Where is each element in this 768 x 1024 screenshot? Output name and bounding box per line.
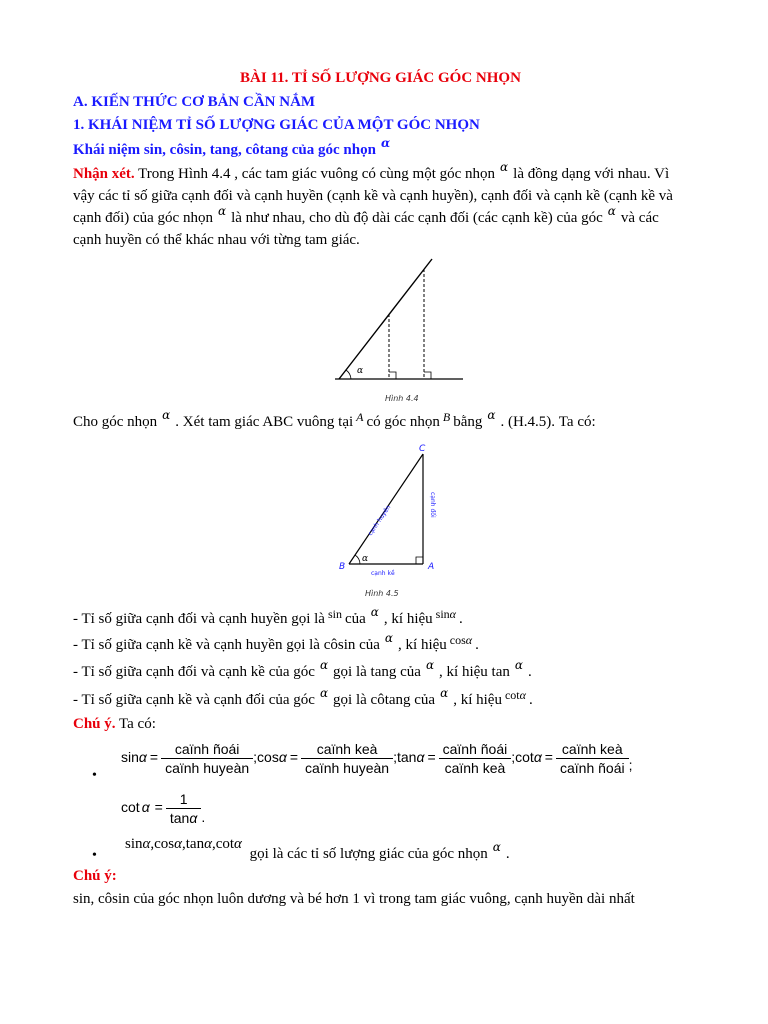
- list-tail: gọi là các tỉ số lượng giác của góc nhọn: [249, 846, 488, 862]
- note-2-label: Chú ý:: [73, 868, 117, 884]
- f-sin: sin: [121, 749, 139, 766]
- alpha-symbol: α: [370, 605, 379, 619]
- alpha-symbol: α: [449, 607, 456, 621]
- alpha-symbol: α: [162, 408, 171, 422]
- fig45-vertex-B: B: [339, 562, 346, 572]
- def-cos-a: - Tỉ số giữa cạnh kề và cạnh huyền gọi là côsin của: [73, 637, 380, 653]
- alpha-symbol: α: [500, 160, 509, 174]
- definition-cos: [73, 631, 479, 654]
- fig45-vertex-C: C: [419, 444, 426, 454]
- fig45-adjacent-label: cạnh kề: [371, 570, 395, 577]
- cos-text: cos: [449, 633, 466, 647]
- alpha-symbol: α: [514, 658, 523, 672]
- trig-ratio-list: [125, 836, 510, 862]
- def-sin-a: - Tỉ số giữa cạnh đối và cạnh huyền gọi là: [73, 611, 325, 627]
- alpha-symbol: α: [533, 749, 542, 766]
- cot-text: cot: [504, 688, 520, 702]
- def-sin-c: , kí hiệu: [383, 611, 433, 627]
- cos-numerator: caïnh keà: [301, 740, 393, 759]
- alpha-symbol: α: [425, 658, 435, 672]
- alpha-symbol: α: [384, 631, 394, 645]
- remark-label: Nhận xét.: [73, 166, 135, 182]
- def-cos-c: , kí hiệu: [398, 637, 447, 653]
- alpha-symbol: α: [607, 204, 616, 218]
- remark-text-1a: Trong Hình 4.4 , các tam giác vuông có cùng một góc nhọn: [134, 166, 496, 182]
- def-tan-end: .: [527, 664, 532, 680]
- fig45-opposite-label: cạnh đối: [429, 492, 436, 518]
- definition-cot: [73, 686, 533, 709]
- fig45-hypotenuse-label: cạnh huyền: [366, 504, 393, 538]
- setup-c: có góc nhọn: [366, 414, 440, 430]
- remark-text-1b: là đồng dạng với nhau. Vì: [513, 166, 670, 182]
- fig45-alpha-label: α: [362, 554, 369, 564]
- f-eq: =: [149, 749, 159, 766]
- def-cot-b: gọi là côtang của: [333, 692, 436, 708]
- fig44-right-angle-1: [389, 372, 396, 379]
- fig45-right-angle: [416, 557, 423, 564]
- alpha-symbol: α: [465, 633, 473, 647]
- fig45-caption: Hình 4.5: [365, 589, 399, 598]
- remark-text-3a: cạnh đối) của góc nhọn: [73, 210, 213, 226]
- cot-numerator: caïnh keà: [556, 740, 629, 759]
- list-cos: ,cos: [150, 836, 175, 852]
- alpha-symbol: α: [142, 836, 151, 852]
- section-a-heading: A. KIẾN THỨC CƠ BẢN CẦN NẮM: [73, 94, 316, 110]
- f-end-semi: ;: [628, 757, 633, 774]
- alpha-symbol: α: [174, 836, 183, 852]
- f-cot: cot: [515, 749, 534, 766]
- alpha-symbol: α: [319, 658, 329, 672]
- sin-numerator: caïnh ñoái: [161, 740, 253, 759]
- remark-text-3b: là như nhau, cho dù độ dài các cạnh đối (các cạnh kề) của góc: [231, 210, 603, 226]
- tan-fraction: [439, 740, 512, 777]
- def-sin-fn: sin: [327, 607, 342, 621]
- f-eq: =: [154, 799, 163, 816]
- tan-numerator: caïnh ñoái: [439, 740, 512, 759]
- f-eq: =: [289, 749, 299, 766]
- sin-fraction: [161, 740, 253, 777]
- definition-tan: [73, 658, 532, 681]
- alpha-symbol: α: [440, 686, 449, 700]
- alpha-symbol: α: [278, 749, 287, 766]
- setup-e: . (H.4.5). Ta có:: [500, 414, 596, 430]
- alpha-symbol: α: [189, 810, 198, 826]
- list-cot: ,cot: [211, 836, 235, 852]
- remark-line-4: cạnh huyền có thể khác nhau với từng tam giác.: [73, 232, 360, 248]
- reciprocal-fraction: [166, 790, 201, 827]
- f-eq: =: [544, 749, 553, 766]
- note-1-label: Chú ý.: [73, 716, 116, 732]
- fig44-hypotenuse: [339, 259, 432, 379]
- definition-sin: [73, 605, 463, 628]
- alpha-symbol: α: [141, 799, 150, 816]
- f-cot-lhs: cot: [121, 799, 140, 816]
- fig44-alpha-label: α: [357, 366, 364, 376]
- alpha-symbol: α: [416, 749, 425, 766]
- note-2-text: sin, côsin của góc nhọn luôn dương và bé hơn 1 vì trong tam giác vuông, cạnh huyền dài nhất: [73, 891, 635, 907]
- list-sin: sin: [125, 836, 143, 852]
- f-eq: =: [427, 749, 436, 766]
- fig44-angle-arc: [346, 370, 351, 379]
- alpha-symbol: α: [492, 840, 501, 854]
- alpha-symbol: α: [319, 686, 329, 700]
- def-tan-c: , kí hiệu tan: [439, 664, 510, 680]
- fig45-vertex-A: A: [428, 562, 435, 572]
- f-tan: tan: [396, 749, 417, 766]
- f-period: .: [201, 809, 206, 826]
- alpha-symbol: α: [380, 136, 391, 150]
- def-sin-end: .: [458, 611, 463, 627]
- remark-line-2: vậy các tỉ số giữa cạnh đối và cạnh huyền (cạnh kề và cạnh huyền), cạnh đối và cạnh kề (cạnh kề và: [73, 188, 673, 204]
- fig45-angle-arc: [355, 555, 360, 564]
- f-cos: cos: [257, 749, 279, 766]
- section-1-heading: 1. KHÁI NIỆM TỈ SỐ LƯỢNG GIÁC CỦA MỘT GÓC NHỌN: [73, 117, 480, 133]
- tan-text: tan: [169, 810, 190, 826]
- bullet: •: [92, 848, 97, 863]
- fig44-caption: Hình 4.4: [385, 394, 419, 403]
- f-semi: ;: [253, 749, 258, 766]
- cos-denominator: caïnh huyeàn: [305, 760, 390, 776]
- tan-denominator: caïnh keà: [444, 760, 506, 776]
- setup-a: Cho góc nhọn: [73, 414, 158, 430]
- fig44-right-angle-2: [424, 372, 431, 379]
- cot-fraction: [556, 740, 629, 777]
- alpha-symbol: α: [217, 204, 227, 218]
- def-cot-end: .: [528, 692, 533, 708]
- def-cos-symbol: [447, 633, 475, 647]
- list-tan: ,tan: [182, 836, 205, 852]
- reciprocal-denominator: [166, 809, 201, 827]
- concept-heading-text: Khái niệm sin, côsin, tang, côtang của góc nhọn: [73, 142, 376, 158]
- f-semi: ;: [511, 749, 516, 766]
- sin-text: sin: [435, 607, 450, 621]
- remark-line-3: [73, 204, 659, 227]
- f-semi: ;: [393, 749, 397, 766]
- note-1: [73, 716, 156, 733]
- vertex-A-symbol: A: [356, 410, 364, 424]
- alpha-symbol: α: [234, 836, 242, 852]
- sin-denominator: caïnh huyeàn: [165, 760, 250, 776]
- def-cot-c: , kí hiệu: [453, 692, 502, 708]
- figure-4-5: [333, 440, 443, 602]
- bullet: •: [92, 768, 97, 783]
- def-sin-b: của: [344, 611, 366, 627]
- concept-heading: [73, 136, 395, 159]
- def-tan-b: gọi là tang của: [333, 664, 421, 680]
- alpha-symbol: α: [138, 749, 147, 766]
- figure-4-4: [335, 255, 470, 405]
- alpha-symbol: α: [204, 836, 212, 852]
- list-end: .: [505, 846, 510, 862]
- def-cos-end: .: [475, 637, 479, 653]
- def-sin-symbol: [433, 607, 459, 621]
- setup-line: [73, 408, 596, 431]
- def-tan-a: - Tỉ số giữa cạnh đối và cạnh kề của góc: [73, 664, 315, 680]
- cot-reciprocal-formula: [121, 790, 205, 827]
- remark-text-3c: và các: [620, 210, 659, 226]
- cot-denominator: caïnh ñoái: [559, 760, 625, 776]
- page-title: BÀI 11. TỈ SỐ LƯỢNG GIÁC GÓC NHỌN: [240, 70, 521, 86]
- reciprocal-numerator: 1: [166, 790, 201, 809]
- setup-b: . Xét tam giác ABC vuông tại: [175, 414, 354, 430]
- note-1-text: Ta có:: [115, 716, 156, 732]
- alpha-symbol: α: [487, 408, 496, 422]
- remark-line-1: [73, 160, 670, 183]
- vertex-B-symbol: B: [442, 410, 451, 424]
- ratio-formulas: [121, 740, 632, 777]
- cos-fraction: [301, 740, 393, 777]
- def-cot-a: - Tỉ số giữa cạnh kề và cạnh đối của góc: [73, 692, 315, 708]
- alpha-symbol: α: [519, 688, 526, 702]
- def-cot-symbol: [502, 688, 529, 702]
- setup-d: bằng: [453, 414, 483, 430]
